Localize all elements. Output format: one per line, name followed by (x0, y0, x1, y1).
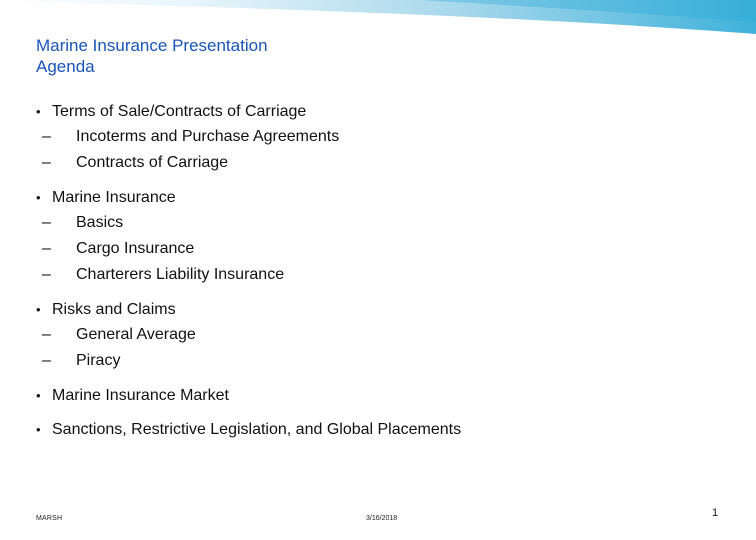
agenda-subitem (36, 262, 726, 288)
agenda-item-label: Risks and Claims (52, 301, 176, 318)
agenda-subitem (36, 348, 726, 374)
agenda-subitem (36, 322, 726, 348)
agenda-subitem-label: Contracts of Carriage (76, 154, 229, 171)
agenda-item-label: Marine Insurance (52, 189, 176, 206)
agenda-group-terms (36, 100, 726, 176)
agenda-subitem-label: Incoterms and Purchase Agreements (76, 128, 340, 145)
agenda-item-label: Terms of Sale/Contracts of Carriage (52, 103, 307, 120)
page-subtitle: Agenda (36, 57, 95, 76)
decorative-wave-band (0, 0, 756, 38)
agenda-subitem (36, 150, 726, 176)
agenda-item (36, 100, 726, 124)
agenda-subitem (36, 210, 726, 236)
footer-date: 3/16/2018 (366, 515, 398, 522)
bullet-icon: • (36, 190, 41, 205)
agenda-item (36, 418, 726, 442)
dash-icon: – (42, 214, 51, 231)
agenda-item (36, 298, 726, 322)
dash-icon: – (42, 154, 51, 171)
agenda-item-label: Marine Insurance Market (52, 387, 229, 404)
agenda-subitem-label: Piracy (76, 352, 121, 369)
bullet-icon: • (36, 422, 41, 437)
bullet-icon: • (36, 302, 41, 317)
agenda-item (36, 384, 726, 408)
agenda-subitem-label: General Average (76, 326, 196, 343)
agenda-group-sanctions (36, 418, 726, 442)
bullet-icon: • (36, 104, 41, 119)
dash-icon: – (42, 266, 51, 283)
page-number: 1 (712, 507, 719, 519)
page-title: Marine Insurance Presentation (36, 36, 268, 55)
footer-brand: MARSH (36, 515, 63, 522)
bullet-icon: • (36, 388, 41, 403)
dash-icon: – (42, 240, 51, 257)
agenda-subitem (36, 236, 726, 262)
agenda-subitem (36, 124, 726, 150)
agenda-subitem-label: Cargo Insurance (76, 240, 195, 257)
agenda-subitem-label: Basics (76, 214, 124, 231)
title-block (36, 35, 268, 77)
dash-icon: – (42, 128, 51, 145)
agenda-subitem-label: Charterers Liability Insurance (76, 266, 285, 283)
agenda-list (36, 100, 726, 452)
dash-icon: – (42, 326, 51, 343)
dash-icon: – (42, 352, 51, 369)
agenda-group-marine-insurance (36, 186, 726, 288)
agenda-group-market (36, 384, 726, 408)
agenda-item (36, 186, 726, 210)
agenda-item-label: Sanctions, Restrictive Legislation, and Global Placements (52, 421, 462, 438)
agenda-group-risks (36, 298, 726, 374)
